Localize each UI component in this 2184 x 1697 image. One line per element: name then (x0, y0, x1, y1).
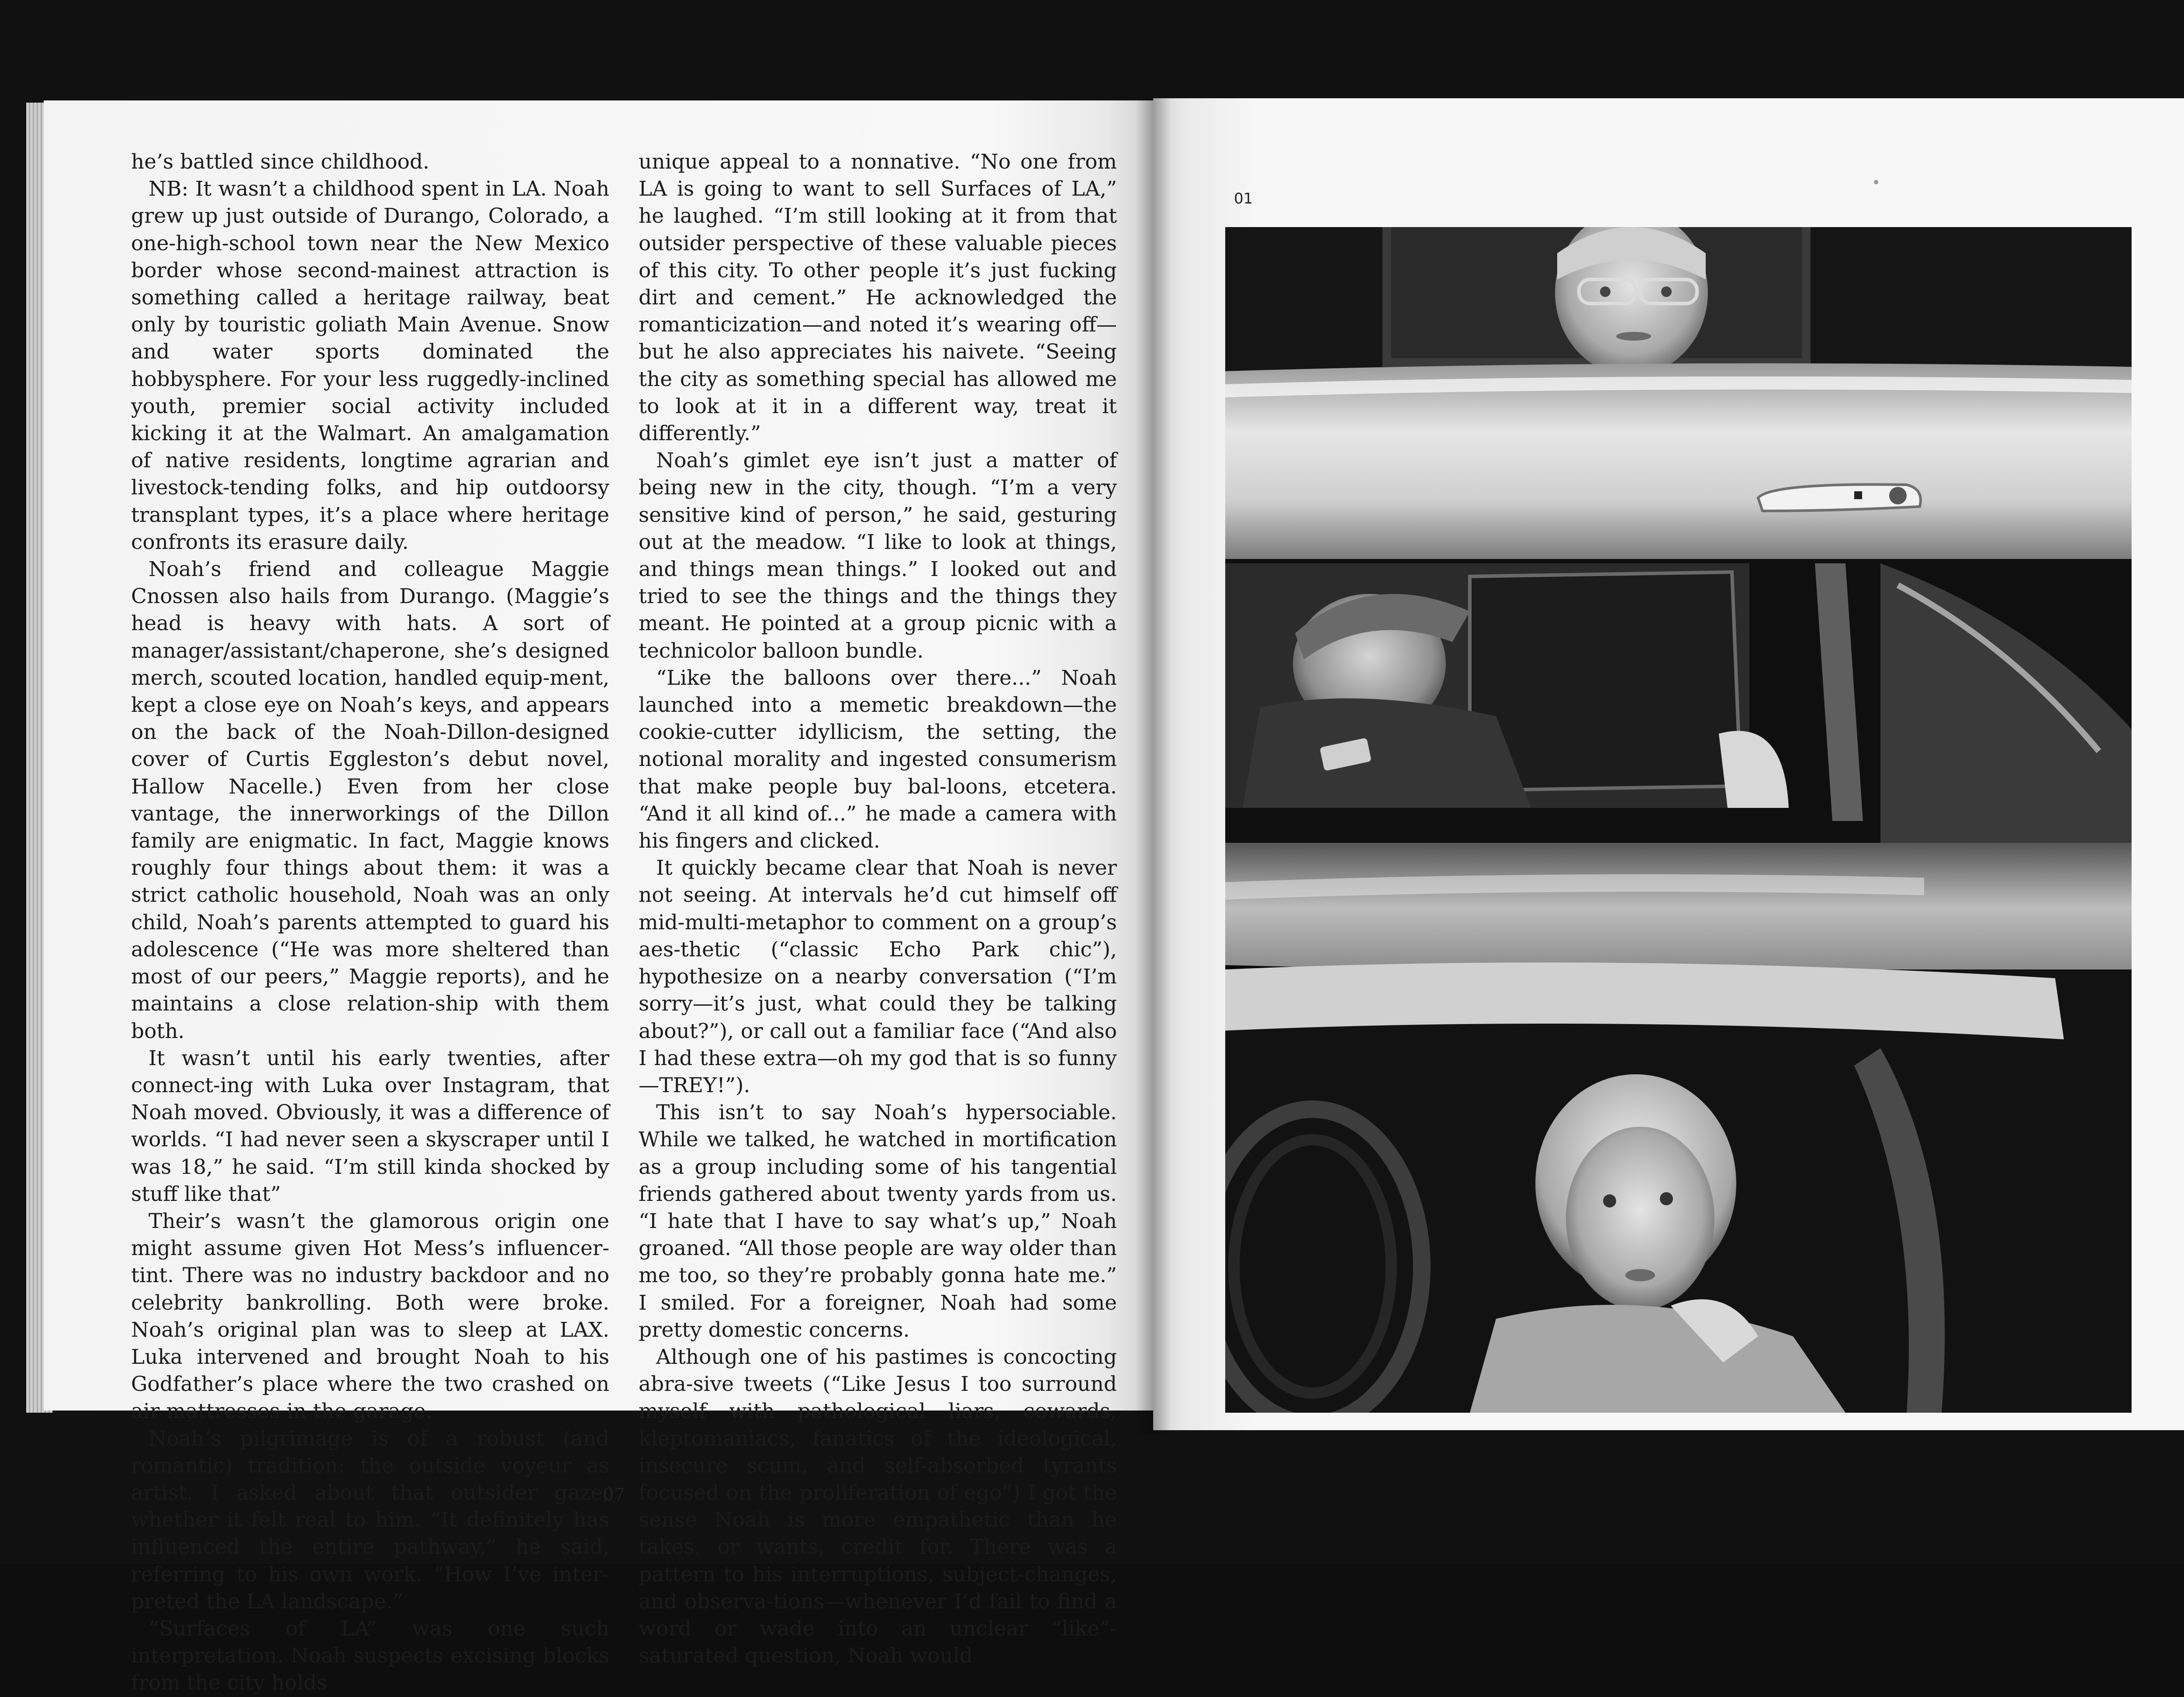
photo-number: 01 (1234, 190, 1253, 207)
book-gutter (1136, 98, 1171, 1435)
paragraph: he’s battled since childhood. (131, 150, 429, 174)
paragraph: It quickly became clear that Noah is never not seeing. At intervals he’d cut himself off mid-multi-metaphor to comment on a group’s aes-thetic (“classic Echo Park chic”), hypothesize on a nearby conversation (“I’m sorry—it’s just, what could they be talking about?”), or call out a familiar face (“And also I had these extra—oh my god that is so funny—TREY!”). (639, 856, 1117, 1097)
paragraph: Although one of his pastimes is concocting abra-sive tweets (“Like Jesus I too surround myself with pathological liars, cowards, kleptomaniacs, fanatics of the ideological, insecure scum, and self-absorbed tyrants focused on the proliferation of ego”) I got the sense Noah is more empathetic than he takes, or wants, credit for. There was a pattern to his interruptions, subject-changes, and observa-tions—whenever I’d fail to find a word or wade into an unclear “like”-saturated question, Noah would (639, 1345, 1117, 1668)
paragraph: It wasn’t until his early twenties, after connect-ing with Luka over Instagram, that Noah moved. Obviously, it was a difference of worlds. “I had never seen a skyscraper until I was 18,” he said. “I’m still kinda shocked by stuff like that” (131, 1046, 609, 1206)
page-number: 07 (603, 1485, 625, 1505)
article-column-1 (131, 148, 609, 1697)
paragraph: NB: It wasn’t a childhood spent in LA. Noah grew up just outside of Durango, Colorado, a one-high-school town near the New Mexico border whose second-mainest attraction is something called a heritage railway, beat only by touristic goliath Main Avenue. Snow and water sports dominated the hobbysphere. For your less ruggedly-inclined youth, premier social activity included kicking it at the Walmart. An amalgamation of native residents, longtime agrarian and livestock-tending folks, and hip outdoorsy transplant types, it’s a place where heritage confronts its erasure daily. (131, 177, 609, 554)
photograph (1225, 227, 2132, 1413)
paragraph: unique appeal to a nonnative. “No one from LA is going to want to sell Surfaces of LA,” he laughed. “I’m still looking at it from that outsider perspective of these valuable pieces of this city. To other people it’s just fucking dirt and cement.” He acknowledged the romanticization—and noted it’s wearing off—but he also appreciates his naivete. “Seeing the city as something special has allowed me to look at it in a different way, treat it differently.” (639, 150, 1117, 446)
photo-illustration (1225, 227, 2132, 1413)
paragraph: This isn’t to say Noah’s hypersociable. While we talked, he watched in mortification as a group including some of his tangential friends gathered about twenty yards from us. “I hate that I have to say what’s up,” Noah groaned. “All those people are way older than me too, so they’re probably gonna hate me.” I smiled. For a foreigner, Noah had some pretty domestic concerns. (639, 1100, 1117, 1342)
paragraph: Noah’s pilgrimage is of a robust (and romantic) tradition: the outside voyeur as artist. I asked about that outsider gaze, whether it felt real to him. “It definitely has influenced the entire pathway,” he said, referring to his own work. “How I’ve inter-preted the LA landscape.” (131, 1426, 609, 1614)
paper-speck (1874, 180, 1878, 184)
article-column-2 (639, 148, 1117, 1669)
paragraph: Noah’s friend and colleague Maggie Cnossen also hails from Durango. (Maggie’s head is heavy with hats. A sort of manager/assistant/chaperone, she’s designed merch, scouted location, handled equip-ment, kept a close eye on Noah’s keys, and appears on the back of the Noah-Dillon-designed cover of Curtis Eggleston’s debut novel, Hallow Nacelle.) Even from her close vantage, the innerworkings of the Dillon family are enigmatic. In fact, Maggie knows roughly four things about them: it was a strict catholic household, Noah was an only child, Noah’s parents attempted to guard his adolescence (“He was more sheltered than most of our peers,” Maggie reports), and he maintains a close relation-ship with them both. (131, 557, 609, 1043)
paragraph: “Like the balloons over there...” Noah launched into a memetic breakdown—the cookie-cutter idyllicism, the setting, the notional morality and ingested consumerism that make people buy bal-loons, etcetera. “And it all kind of...” he made a camera with his fingers and clicked. (639, 666, 1117, 853)
paragraph: Their’s wasn’t the glamorous origin one might assume given Hot Mess’s influencer-tint. There was no industry backdoor and no celebrity bankrolling. Both were broke. Noah’s original plan was to sleep at LAX. Luka intervened and brought Noah to his Godfather’s place where the two crashed on air mattresses in the garage. (131, 1209, 609, 1424)
paragraph: Noah’s gimlet eye isn’t just a matter of being new in the city, though. “I’m a very sensitive kind of person,” he said, gesturing out at the meadow. “I like to look at things, and things mean things.” I looked out and tried to see the things and the things they meant. He pointed at a group picnic with a technicolor balloon bundle. (639, 448, 1117, 663)
paragraph: “Surfaces of LA” was one such interpretation. Noah suspects excising blocks from the city holds (131, 1616, 609, 1695)
